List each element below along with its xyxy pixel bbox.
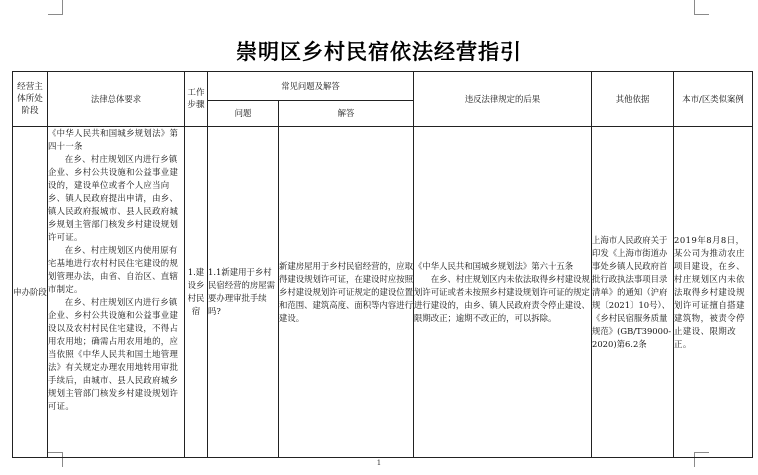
crop-mark-top-left — [48, 0, 63, 15]
page-title: 崇明区乡村民宿依法经营指引 — [236, 39, 522, 64]
other-basis-cell: 上海市人民政府关于印发《上海市街道办事处乡镇人民政府首批行政执法事项目录清单》的通知（沪府规〔2021〕10号）、《乡村民宿服务质量规范》(GB/T39000-2020)第6.2条 — [592, 127, 674, 458]
answer-cell: 新建房屋用于乡村民宿经营的，应取得建设规划许可证，在建设时应按照乡村建设规划许可证规定的建设位置和范围、建筑高度、面积等内容进行建设。 — [279, 127, 414, 458]
consequence-paragraph: 《中华人民共和国城乡规划法》第六十五条 — [414, 260, 574, 271]
header-cases: 本市/区类似案例 — [674, 72, 753, 127]
consequence-paragraph: 在乡、村庄规划区内未依法取得乡村建设规划许可证或者未按照乡村建设规划许可证的规定进行建设的，由乡、镇人民政府责令停止建设、限期改正；逾期不改正的，可以拆除。 — [414, 273, 590, 323]
header-answer: 解答 — [279, 101, 414, 127]
header-step: 工作步骤 — [185, 72, 208, 127]
case-cell: 2019年8月8日，某公司为推动农庄项目建设，在乡、村庄规划区内未依法取得乡村建设规划许可证擅自搭建建筑物，被责令停止建设、限期改正。 — [674, 127, 753, 458]
law-paragraph: 在乡、村庄规划区内进行乡镇企业、乡村公共设施和公益事业建设的，建设单位或者个人应当向乡、镇人民政府提出申请，由乡、镇人民政府报城市、县人民政府城乡规划主管部门核发乡村建设规划许可证。 — [48, 154, 179, 242]
header-consequence: 违反法律规定的后果 — [414, 72, 592, 127]
law-paragraph: 《中华人民共和国城乡规划法》第四十一条 — [48, 128, 179, 151]
header-faq: 常见问题及解答 — [208, 72, 414, 101]
header-row — [13, 72, 753, 101]
law-paragraph: 在乡、村庄规划区内使用原有宅基地进行农村村民住宅建设的规划管理办法，由省、自治区、直辖市制定。 — [48, 245, 179, 294]
header-question: 问题 — [208, 101, 279, 127]
stage-cell: 申办阶段 — [13, 127, 48, 458]
header-other-basis: 其他依据 — [592, 72, 674, 127]
header-stage: 经营主体所处阶段 — [13, 72, 48, 127]
step-cell: 1.建设乡村民宿 — [185, 127, 208, 458]
consequence-cell — [414, 127, 592, 458]
header-law: 法律总体要求 — [48, 72, 185, 127]
question-cell: 1.1新建用于乡村民宿经营的房屋需要办理审批手续吗? — [208, 127, 279, 458]
law-paragraph: 在乡、村庄规划区内进行乡镇企业、乡村公共设施和公益事业建设以及农村村民住宅建设，不得占用农用地；确需占用农用地的，应当依照《中华人民共和国土地管理法》有关规定办理农用地转用审批手续后，由城市、县人民政府城乡规划主管部门核发乡村建设规划许可证。 — [48, 297, 179, 411]
table-row — [13, 127, 753, 458]
law-cell — [48, 127, 185, 458]
page-number: 1 — [376, 459, 382, 467]
guide-table — [12, 71, 753, 458]
crop-mark-top-right — [694, 0, 709, 15]
